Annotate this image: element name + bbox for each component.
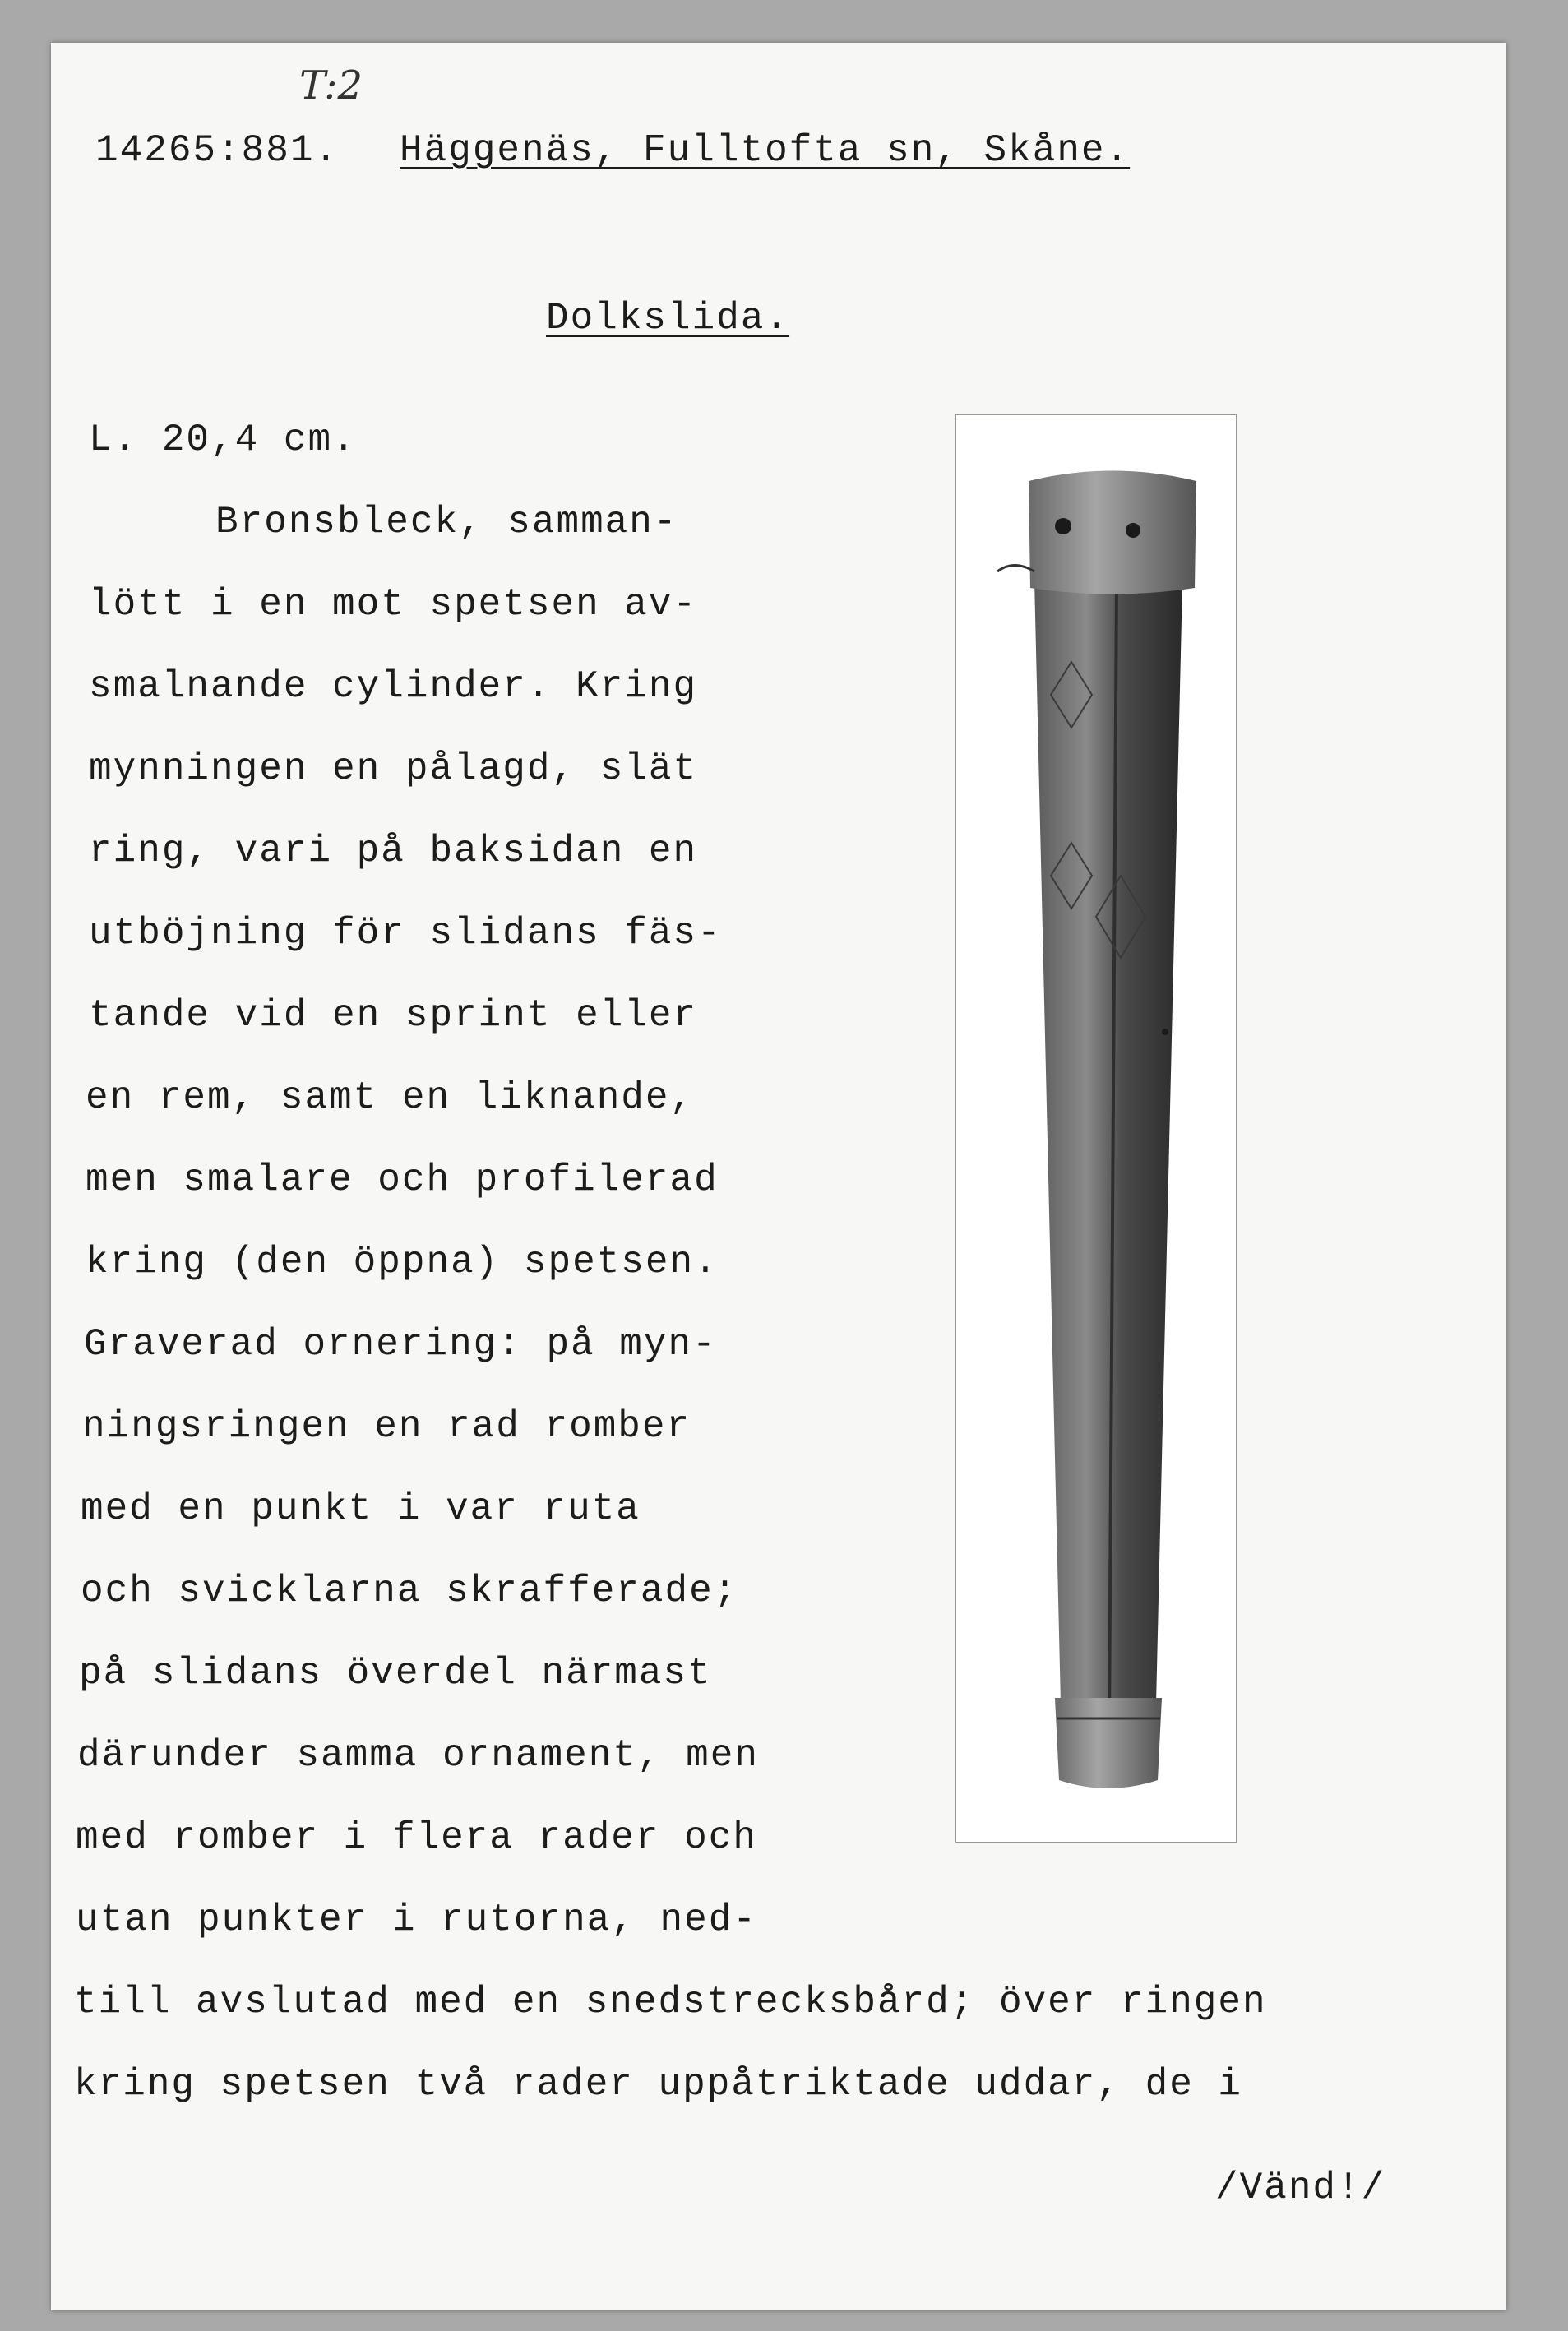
body-line: med en punkt i var ruta	[81, 1487, 641, 1530]
body-line: Graverad ornering: på myn-	[84, 1323, 717, 1366]
body-line: tande vid en sprint eller	[89, 994, 698, 1037]
handwritten-mark: T:2	[299, 62, 363, 109]
body-line: mynningen en pålagd, slät	[89, 747, 698, 790]
body-line: ningsringen en rad romber	[82, 1405, 691, 1448]
body-line: en rem, samt en liknande,	[86, 1076, 695, 1119]
body-line: smalnande cylinder. Kring	[89, 665, 698, 708]
measurement: L. 20,4 cm.	[89, 419, 357, 461]
body-line: utböjning för slidans fäs-	[89, 912, 722, 955]
body-line: Bronsbleck, samman-	[215, 501, 678, 543]
body-line: med romber i flera rader och	[76, 1816, 757, 1859]
body-line: kring (den öppna) spetsen.	[86, 1241, 719, 1283]
catalog-number: 14265:881.	[95, 129, 340, 172]
dagger-sheath-image	[956, 415, 1236, 1842]
location: Häggenäs, Fulltofta sn, Skåne.	[400, 129, 1131, 172]
body-line: till avslutad med en snedstrecksbård; över ringen	[74, 1981, 1267, 2023]
body-line: utan punkter i rutorna, ned-	[76, 1899, 757, 1941]
body-line: ring, vari på baksidan en	[89, 830, 698, 872]
body-line: lött i en mot spetsen av-	[89, 583, 698, 626]
body-line: och svicklarna skrafferade;	[81, 1570, 738, 1612]
turn-over-note: /Vänd!/	[1215, 2167, 1386, 2209]
body-line: men smalare och profilerad	[86, 1159, 719, 1201]
body-line: på slidans överdel närmast	[79, 1652, 712, 1695]
object-photo	[955, 414, 1237, 1843]
document-title: Dolkslida.	[546, 297, 790, 340]
catalog-card	[51, 43, 1506, 2310]
body-line: därunder samma ornament, men	[77, 1734, 759, 1777]
body-line: kring spetsen två rader uppåtriktade uddar, de i	[74, 2063, 1243, 2106]
